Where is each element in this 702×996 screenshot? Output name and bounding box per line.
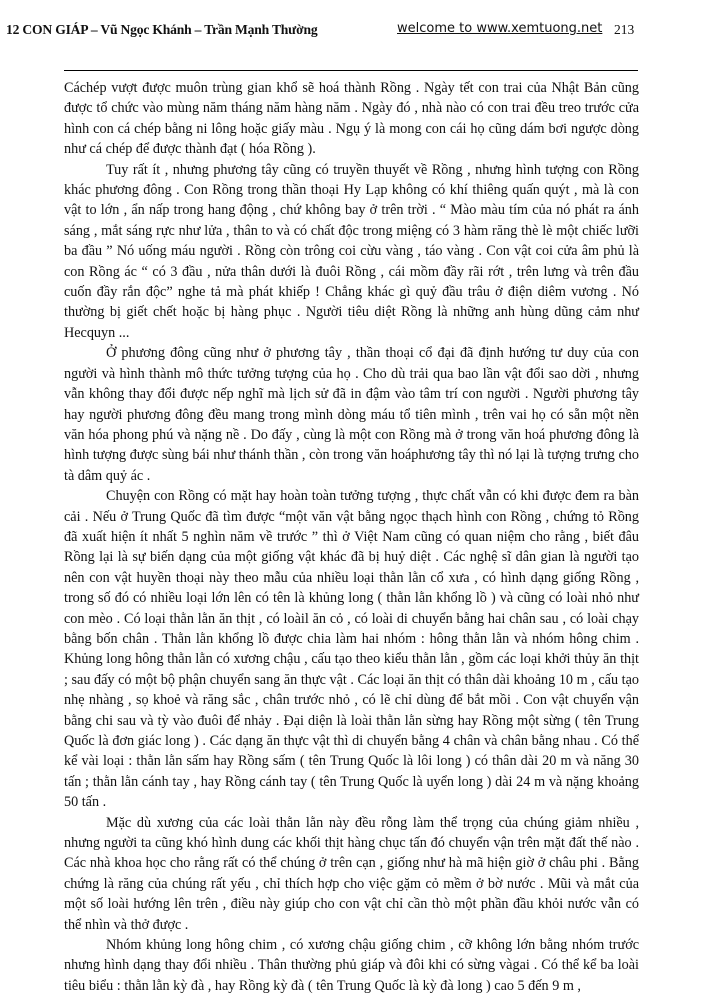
header-divider — [64, 70, 638, 71]
document-body — [64, 78, 639, 996]
paragraph: Mặc dù xương của các loài thằn lằn này đều rỗng làm thể trọng của chúng giảm nhiều , nhưng người ta cũng khó hình dung các khối thịt hàng chục tấn đó chuyển vận trên mặt đất thế nào . Các nhà khoa học cho rằng rất có thể chúng ở trên cạn , giống như hà mã hiện giờ ở châu phi . Bằng chứng là răng của chúng rất yếu , chỉ thích hợp cho việc gặm cỏ mềm ở bờ nước . Mũi và mắt của một số loài hướng lên trên , điều này giúp cho con vật chỉ cần thò một phần đầu khỏi nước vẫn có thể nhìn và thở được . — [64, 814, 639, 933]
paragraph: Chuyện con Rồng có mặt hay hoàn toàn tưởng tượng , thực chất vẫn có khi được đem ra bàn cải . Nếu ở Trung Quốc đã tìm được “một văn vật bằng ngọc thạch hình con Rồng , chứng tỏ Rồng đã xuất hiện ít nhất 5 nghìn năm về trước ” thì ở Việt Nam cũng có quan niệm cho rằng , biết đâu Rồng lại là sự biến dạng của một giống vật khác đã bị huỷ diệt . Các nghệ sĩ dân gian là người tạo nên con vật huyền thoại này theo mẫu của nhiều loại thằn lằn cổ xưa , có hình dạng giống Rồng , trong số đó có nhiều loại lớn lên có tên là khủng long ( thằn lằn khổng lồ ) và cũng có loài nhỏ như con mèo . Có loại thằn lằn ăn thịt , có loàil ăn cỏ , có loài di chuyển bằng hai chân sau , có loài chạy bằng bốn chân . Thằn lằn khổng lồ được chia làm hai nhóm : hông thằn lằn và nhóm hông chim . Khủng long hông thằn lằn có xương chậu , cấu tạo theo kiểu thằn lằn , gồm các loại khởi thủy ăn thịt ; sau đấy có một bộ phận chuyển sang ăn thực vật . Các loại ăn thịt có thân dài khoảng 10 m , cấu tạo nhẹ nhàng , sọ khoẻ và răng sắc , chân trước nhỏ , có lẽ chỉ dùng để bắt mồi . Con vật chuyển vận bằng chi sau và tỳ vào đuôi để nhảy . Đại diện là loài thằn lằn sừng hay Rồng một sừng ( tên Trung Quốc là đơn giác long ) . Các dạng ăn thực vật thì di chuyển bằng 4 chân và chân bằng nhau . Có thể kể vài loại : thằn lằn sấm hay Rồng sấm ( tên Trung Quốc là lôi long ) có thân dài 20 m và năng 30 tấn ; thằn lằn cánh tay , hay Rồng cánh tay ( tên Trung Quốc là uyển long ) dài 24 m và nặng khoảng 50 tấn . — [64, 488, 639, 811]
paragraph: Cáchép vượt được muôn trùng gian khổ sẽ hoá thành Rồng . Ngày tết con trai của Nhật Bản cũng được tổ chức vào mùng năm tháng năm hàng năm . Ngày đó , nhà nào có con trai đều treo trước cửa hình con cá chép bằng ni lông hoặc giấy màu . Ngụ ý là mong con cái họ cũng dám bơi ngược dòng như cá chép để được thành đạt ( hóa Rồng ). — [64, 80, 639, 158]
paragraph: Ở phương đông cũng như ở phương tây , thần thoại cổ đại đã định hướng tư duy của con người và hình thành mô thức tưởng tượng của họ . Cho dù trải qua bao lần vật đổi sao dời , nhưng vẫn không thay đổi được nếp nghĩ mà lịch sử đã in đậm vào tâm trí con người . Người phương tây hay người phương đông đều mang trong mình dòng máu tổ tiên mình , trên vai họ có sẵn một nền văn hóa phong phú và nặng nề . Do đấy , cùng là một con Rồng mà ở trong văn hoá phương đông là hình tượng được sùng bái như thánh thần , còn trong văn hoáphương tây thì nó lại là tượng trưng cho tà dâm quỷ ác . — [64, 345, 639, 484]
page-number: 213 — [614, 22, 635, 37]
header-title: 12 CON GIÁP – Vũ Ngọc Khánh – Trần Mạnh Thường — [6, 22, 318, 37]
paragraph: Nhóm khủng long hông chim , có xương chậu giống chim , cỡ không lớn bằng nhóm trước nhưng hình dạng thay đổi nhiều . Thân thường phủ giáp và đôi khi có sừng vàgai . Có thể kể ba loài tiêu biểu : thằn lằn kỳ đà , hay Rồng kỳ đà ( tên Trung Quốc là kỳ đà long ) cao 5 đến 9 m , — [64, 937, 639, 994]
paragraph: Tuy rất ít , nhưng phương tây cũng có truyền thuyết về Rồng , nhưng hình tượng con Rồng khác phương đông . Con Rồng trong thần thoại Hy Lạp không có khí thiêng quấn quýt , mà là con vật to lớn , ẩn nấp trong hang động , chứ không bay ở trên trời . “ Mào màu tím của nó phát ra ánh sáng , mắt sáng rực như lửa , thân to và có chất độc trong miệng có 3 hàm răng thè lè một chiếc lưỡi ba đầu ” Nó uống máu người . Rồng còn trông coi cừu vàng , táo vàng . Con vật coi cửa âm phủ là con Rồng ác “ có 3 đầu , nửa thân dưới là đuôi Rồng , cái mồm đầy rãi rớt , trên lưng và trên đầu cuốn đầy rắn độc” nghe tả mà phát khiếp ! Chẳng khác gì quỷ đầu trâu ở điện diêm vương . Nó thường bị giết chết hoặc bị hàng phục . Người tiêu diệt Rồng là những anh hùng dũng cảm như Hecquyn ... — [64, 161, 639, 341]
header-link[interactable]: welcome to www.xemtuong.net — [397, 21, 603, 36]
page-header — [0, 20, 702, 44]
